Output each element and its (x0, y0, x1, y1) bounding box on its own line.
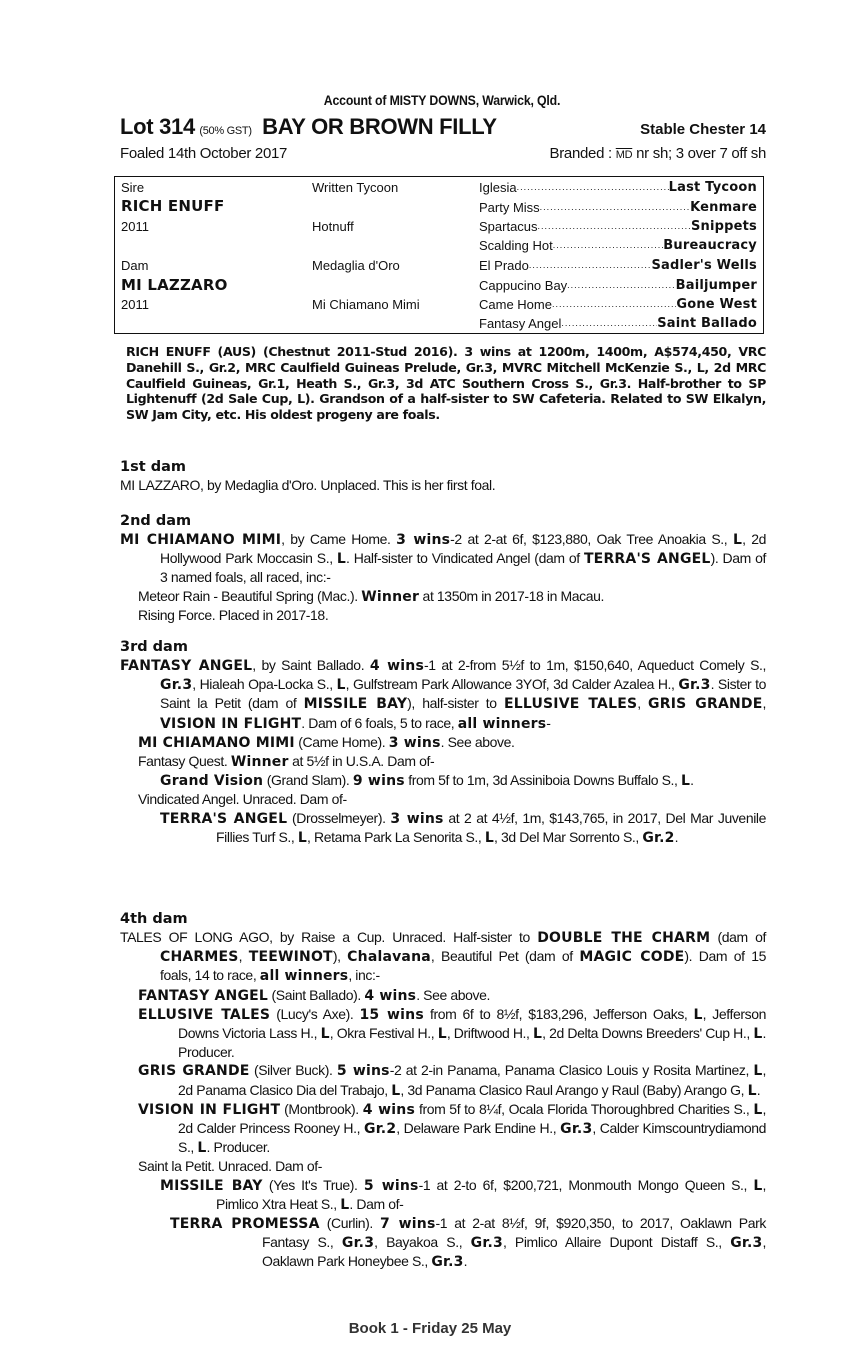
leader-dots (552, 297, 676, 312)
text-run: , (238, 948, 249, 965)
bold-run: GRIS GRANDE (138, 1063, 250, 1080)
bold-run: L (391, 1082, 401, 1099)
bold-run: VISION IN FLIGHT (160, 715, 302, 732)
grandparent-row: Cappucino Bay ..... Bailjumper (479, 278, 757, 293)
text-run: TALES OF LONG AGO, by Raise a Cup. Unraced. Half-sister to (120, 929, 538, 945)
leader-dots (553, 238, 664, 253)
bold-run: CHARMES (160, 949, 239, 966)
text-run: . Half-sister to Vindicated Angel (dam of (346, 550, 584, 567)
vendor-account: Account of MISTY DOWNS, Warwick, Qld. (323, 92, 561, 108)
bold-run: TERRA PROMESSA (170, 1216, 320, 1233)
text-run: . Dam of 6 foals, 5 to race, (301, 714, 458, 731)
branded-label: Branded : (549, 145, 616, 162)
text-run: -1 at 2-from 5½f to 1m, $150,640, Aqueduct Comely S., (423, 657, 766, 673)
bold-run: L (681, 773, 691, 790)
text-run: at 1350m in 2017-18 in Macau. (419, 587, 604, 604)
text-run: . See above. (440, 733, 515, 750)
stable-location: Stable Chester 14 (640, 121, 766, 138)
bold-run: 4 wins (369, 658, 424, 674)
text-run: , 2d Hollywood Park Moccasin S., (160, 531, 766, 567)
text-run: , 3d Del Mar Sorrento S., (494, 828, 643, 845)
bold-run: 3 wins (388, 734, 441, 751)
foal-entry (120, 606, 766, 624)
text-run: (Saint Ballado). (268, 986, 365, 1003)
sire-note: RICH ENUFF (AUS) (Chestnut 2011-Stud 2016). 3 wins at 1200m, 1400m, A$574,450, VRC Danehill S., Gr.2, MRC Caulfield Guineas Prelude, Gr.3, MVRC Mitchell McKenzie S., L, 2d MRC Caulfield Guineas, Gr.1, Heath S., Gr.3, 3d ATC Southern Cross S., Gr.3. Half-brother to SP Lightenuff (2d Sale Cup, L). Grandson of a half-sister to SW Cafeteria. Related to SW Elkalyn, SW Jam City, etc. His oldest progeny are foals. (126, 344, 766, 423)
grandparent-row: Party Miss ..... Kenmare (479, 200, 757, 215)
lot-number: Lot 314 (120, 114, 195, 139)
bold-run: VISION IN FLIGHT (138, 1101, 281, 1118)
progeny-entry (120, 752, 766, 771)
grandparent-row: Fantasy Angel ..... Saint Ballado (479, 316, 757, 331)
text-run: , 2d Calder Princess Rooney H., (178, 1100, 766, 1137)
bold-run: L (753, 1063, 763, 1080)
sire-sire: Written Tycoon (312, 180, 399, 195)
bold-run: L (336, 551, 347, 568)
text-run: Saint la Petit. Unraced. Dam of- (138, 1158, 323, 1175)
section-heading: 1st dam (120, 459, 186, 475)
bold-run: L (732, 532, 743, 548)
bold-run: L (693, 1006, 703, 1023)
bold-run: MISSILE BAY (160, 1177, 263, 1194)
bold-run: 4 wins (362, 1101, 415, 1118)
brand-info (550, 145, 766, 162)
leader-dots (529, 258, 652, 273)
bold-run: 5 wins (363, 1177, 419, 1194)
section-heading: 3rd dam (120, 639, 188, 655)
section-heading: 2nd dam (120, 513, 192, 529)
bold-run: 9 wins (352, 773, 405, 790)
text-run: , Oaklawn Park Honeybee S., (262, 1234, 766, 1270)
text-run: , Okra Festival H., (329, 1025, 438, 1042)
bold-run: 5 wins (336, 1063, 390, 1080)
progeny-entry (120, 790, 766, 808)
bold-run: Gr.3 (431, 1254, 464, 1271)
bold-run: Gr.3 (160, 677, 193, 694)
lot-description: BAY OR BROWN FILLY (262, 114, 497, 139)
bold-run: TEEWINOT (248, 949, 333, 966)
dam-description (120, 530, 766, 587)
text-run: (Lucy's Axe). (270, 1005, 360, 1022)
text-run: , 2d Delta Downs Breeders' Cup H., (542, 1025, 754, 1042)
bold-run: Gr.2 (642, 829, 675, 846)
bold-run: Grand Vision (160, 773, 264, 790)
dam-dam: Mi Chiamano Mimi (312, 297, 420, 312)
branded-details: nr sh; 3 over 7 off sh (632, 145, 766, 162)
text-run: , Hialeah Opa-Locka S., (192, 676, 337, 693)
third-dam-section (120, 638, 766, 847)
progeny-entry (120, 1214, 766, 1272)
bold-run: L (484, 829, 495, 846)
text-run: (Drosselmeyer). (287, 809, 391, 826)
dam-description (120, 656, 766, 733)
text-run: , 3d Panama Clasico Raul Arango y Raul (Baby) Arango G, (400, 1081, 748, 1098)
text-run: . (674, 828, 679, 845)
text-run: ), half-sister to (407, 695, 504, 712)
text-run: Vindicated Angel. Unraced. Dam of- (138, 791, 347, 808)
leader-dots (538, 219, 691, 234)
foaled-date: Foaled 14th October 2017 (120, 145, 288, 162)
text-run: -2 at 2-in Panama, Panama Clasico Louis y Rosita Martinez, (389, 1062, 754, 1079)
progeny-entry (120, 986, 766, 1005)
brand-mark-icon: $\overline{MD}$ (615, 149, 633, 161)
text-run: ). Dam of 15 foals, 14 to race, (160, 948, 766, 984)
fourth-dam-section (120, 910, 766, 1272)
text-run: . Producer. (178, 1025, 766, 1061)
text-run: , Pimlico Allaire Dupont Distaff S., (502, 1234, 731, 1251)
text-run: . Sister to Saint la Petit (dam of (160, 676, 767, 712)
text-run: from 5f to 1m, 3d Assiniboia Downs Buffalo S., (404, 772, 682, 789)
text-run: , (762, 695, 766, 712)
grandparent-row: Came Home ..... Gone West (479, 297, 757, 312)
bold-run: L (297, 829, 308, 846)
bold-run: Gr.2 (364, 1121, 397, 1138)
bold-run: TERRA'S ANGEL (160, 810, 288, 827)
progeny-entry (120, 733, 766, 752)
progeny-entry (120, 1176, 766, 1214)
bold-run: 4 wins (364, 987, 417, 1004)
text-run: -1 at 2-at 8½f, 9f, $920,350, to 2017, Oaklawn Park Fantasy S., (262, 1215, 766, 1251)
sire-year: 2011 (121, 219, 149, 234)
bold-run: FANTASY ANGEL (120, 658, 253, 674)
bold-run: L (533, 1026, 543, 1043)
page-footer: Book 1 - Friday 25 May (348, 1320, 512, 1337)
bold-run: L (437, 1026, 447, 1043)
progeny-entry (120, 809, 766, 847)
progeny-entry (120, 1061, 766, 1099)
text-run: , Beautiful Pet (dam of (430, 948, 580, 965)
bold-run: Gr.3 (730, 1235, 763, 1252)
dam-description (120, 928, 766, 986)
text-run: , Delaware Park Endine H., (396, 1120, 561, 1137)
text-run: . (690, 772, 694, 789)
grandparent-row: Spartacus ..... Snippets (479, 219, 757, 234)
text-run: (Silver Buck). (249, 1062, 337, 1079)
bold-run: L (747, 1082, 757, 1099)
text-run: . (463, 1253, 468, 1270)
text-run: -2 at 2-at 6f, $123,880, Oak Tree Anoakia S., (450, 531, 733, 547)
bold-run: Gr.3 (470, 1235, 503, 1252)
text-run: at 5½f in U.S.A. Dam of- (288, 753, 435, 770)
bold-run: TERRA'S ANGEL (583, 551, 711, 568)
text-run: Fantasy Quest. (138, 753, 231, 770)
progeny-entry (120, 1005, 766, 1062)
dam-sire: Medaglia d'Oro (312, 258, 400, 273)
text-run: Rising Force. Placed in 2017-18. (138, 606, 329, 623)
text-run: at 2 at 4½f, 1m, $143,765, in 2017, Del Mar Juvenile Fillies Turf S., (216, 809, 767, 845)
text-run: . Producer. (206, 1139, 270, 1156)
bold-run: MAGIC CODE (579, 949, 685, 966)
bold-run: all winners (457, 715, 547, 732)
bold-run: L (197, 1140, 207, 1157)
text-run: , by Came Home. (281, 531, 397, 547)
dam-year: 2011 (121, 297, 149, 312)
bold-run: ELLUSIVE TALES (503, 696, 638, 713)
first-dam-text: MI LAZZARO, by Medaglia d'Oro. Unplaced. This is her first foal. (120, 477, 496, 493)
text-run: (dam of (710, 929, 766, 945)
dam-name: MI LAZZARO (121, 276, 228, 294)
text-run: , Driftwood H., (446, 1025, 534, 1042)
leader-dots (540, 200, 690, 215)
bold-run: DOUBLE THE CHARM (537, 930, 711, 946)
bold-run: 7 wins (380, 1216, 436, 1233)
progeny-entry (120, 1157, 766, 1175)
bold-run: Winner (361, 588, 420, 605)
bold-run: Winner (230, 754, 289, 771)
bold-run: FANTASY ANGEL (138, 987, 269, 1004)
text-run: -1 at 2-to 6f, $200,721, Monmouth Mongo Queen S., (418, 1176, 754, 1193)
text-run: ). Dam of 3 named foals, all raced, inc:- (160, 550, 766, 586)
text-run: , Calder Kimscountrydiamond S., (178, 1120, 766, 1156)
foal-entry (120, 587, 766, 606)
text-run: (Came Home). (294, 733, 389, 750)
sire-dam: Hotnuff (312, 219, 354, 234)
bold-run: 15 wins (359, 1006, 424, 1023)
grandparent-row: Scalding Hot ..... Bureaucracy (479, 238, 757, 253)
sire-name: RICH ENUFF (121, 197, 225, 215)
progeny-list (120, 733, 766, 847)
section-heading: 4th dam (120, 911, 188, 927)
text-run: from 6f to 8½f, $183,296, Jefferson Oaks, (423, 1005, 694, 1022)
progeny-list (120, 986, 766, 1272)
bold-run: Gr.3 (560, 1121, 593, 1138)
bold-run: ELLUSIVE TALES (138, 1006, 271, 1023)
leader-dots (567, 278, 675, 293)
progeny-entry (120, 1100, 766, 1158)
bold-run: MISSILE BAY (303, 696, 408, 713)
grandparent-row: Iglesia ..... Last Tycoon (479, 180, 757, 195)
text-run: (Curlin). (319, 1215, 381, 1232)
second-dam-section (120, 512, 766, 624)
text-run: (Yes It's True). (262, 1176, 364, 1193)
bold-run: 3 wins (396, 532, 451, 548)
text-run: , inc:- (348, 967, 380, 984)
bold-run: L (340, 1196, 350, 1213)
bold-run: L (320, 1026, 330, 1043)
text-run: (Grand Slam). (263, 772, 353, 789)
bold-run: L (753, 1026, 763, 1043)
leader-dots (561, 316, 657, 331)
text-run: , Jefferson Downs Victoria Lass H., (178, 1005, 766, 1042)
text-run: Meteor Rain - Beautiful Spring (Mac.). (138, 587, 362, 604)
text-run: , (637, 695, 649, 712)
text-run: , by Saint Ballado. (252, 657, 370, 673)
text-run: . (756, 1081, 761, 1098)
text-run: , Retama Park La Senorita S., (307, 828, 485, 845)
bold-run: Chalavana (347, 949, 431, 966)
bold-run: 3 wins (390, 810, 444, 827)
first-dam-section (120, 458, 766, 494)
leader-dots (517, 180, 669, 195)
text-run: ), (332, 948, 348, 965)
text-run: - (546, 714, 551, 731)
text-run: , Bayakoa S., (374, 1234, 471, 1251)
dam-label: Dam (121, 258, 149, 273)
bold-run: L (753, 1101, 763, 1118)
progeny-entry (120, 771, 766, 790)
bold-run: Gr.3 (678, 677, 711, 694)
text-run: . Dam of- (349, 1195, 404, 1212)
pedigree-table (114, 176, 764, 334)
bold-run: MI CHIAMANO MIMI (138, 734, 295, 751)
bold-run: L (753, 1177, 763, 1194)
text-run: , Gulfstream Park Allowance 3YOf, 3d Calder Azalea H., (345, 676, 679, 693)
text-run: , 2d Panama Clasico Dia del Trabajo, (178, 1062, 766, 1098)
text-run: from 5f to 8¼f, Ocala Florida Thoroughbred Charities S., (415, 1100, 754, 1117)
sire-label: Sire (121, 180, 145, 195)
text-run: , Pimlico Xtra Heat S., (216, 1176, 766, 1212)
bold-run: L (336, 677, 346, 694)
bold-run: GRIS GRANDE (648, 696, 763, 713)
lot-line (120, 114, 766, 140)
bold-run: MI CHIAMANO MIMI (120, 532, 282, 548)
gst-note: (50% GST) (199, 125, 252, 137)
bold-run: all winners (259, 968, 349, 985)
text-run: . See above. (416, 986, 491, 1003)
grandparent-row: El Prado ..... Sadler's Wells (479, 258, 757, 273)
bold-run: Gr.3 (341, 1235, 375, 1252)
text-run: (Montbrook). (280, 1100, 363, 1117)
